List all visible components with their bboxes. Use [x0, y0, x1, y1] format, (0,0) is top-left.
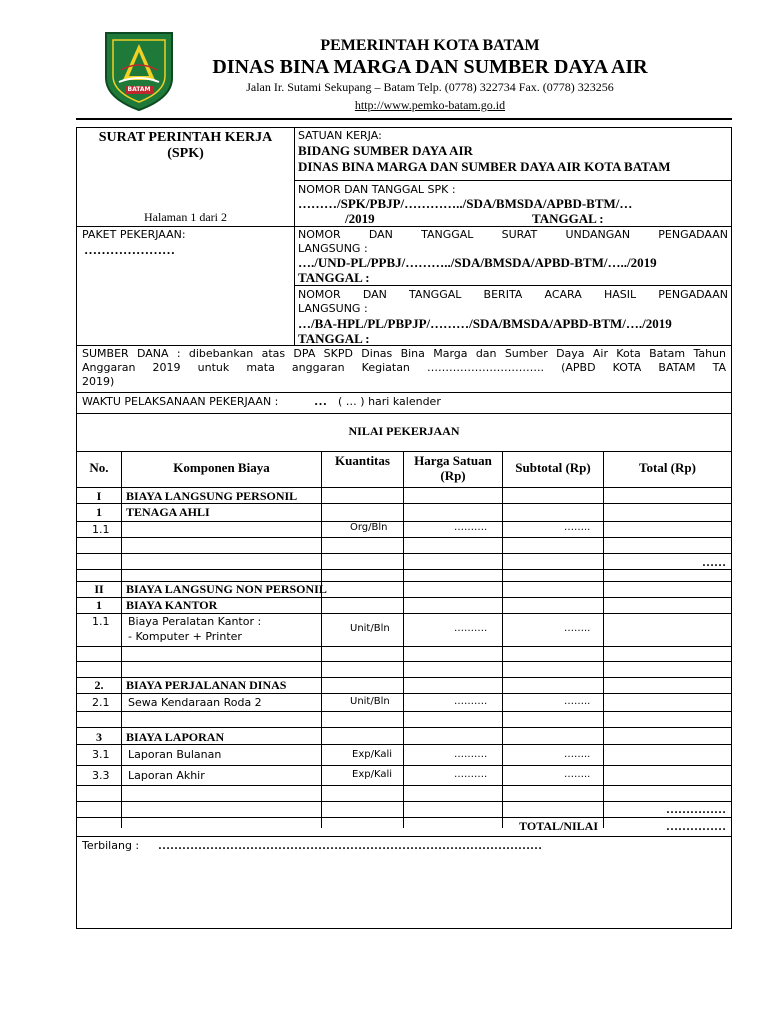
sub1-no: 1	[96, 505, 102, 519]
berita-label-1: NOMOR DAN TANGGAL BERITA ACARA HASIL PENGADAAN	[298, 288, 728, 301]
header-no: No.	[89, 460, 109, 475]
line	[76, 392, 732, 393]
r33-no: 3.3	[92, 769, 110, 782]
r22-subtotal: ……..	[564, 696, 591, 707]
col-line	[121, 451, 122, 828]
header-harga-1: Harga Satuan	[414, 453, 492, 468]
header-address: Jalan Ir. Sutami Sekupang – Batam Telp. (0778) 322734 Fax. (0778) 323256	[246, 80, 614, 94]
top-divider	[294, 127, 295, 345]
row-line	[76, 836, 732, 837]
r11-subtotal: ……..	[564, 522, 591, 533]
row-line	[76, 537, 732, 538]
total-value: ……………	[666, 819, 726, 833]
row-line	[76, 613, 732, 614]
sumber-dana-line2: Anggaran 2019 untuk mata anggaran Kegiatan ………………………….. (APBD KOTA BATAM TA	[82, 361, 726, 374]
row-line	[76, 765, 732, 766]
row-line	[76, 785, 732, 786]
line	[76, 413, 732, 414]
satuan-line1: BIDANG SUMBER DAYA AIR	[298, 143, 473, 158]
row-line	[76, 487, 732, 488]
berita-tanggal: TANGGAL :	[298, 331, 370, 346]
sub23-no: 3	[96, 730, 102, 744]
sec1-title: BIAYA LANGSUNG PERSONIL	[126, 489, 298, 503]
border-bottom	[76, 928, 732, 929]
r31-subtotal: ……..	[564, 749, 591, 760]
sub1-title: TENAGA AHLI	[126, 505, 210, 519]
sec2-total: ……………	[666, 802, 726, 816]
header-government: PEMERINTAH KOTA BATAM	[320, 37, 540, 54]
undangan-value: …./UND-PL/PPBJ/………../SDA/BMSDA/APBD-BTM/…../2019	[298, 255, 657, 270]
line	[76, 226, 732, 227]
col-line	[603, 451, 604, 828]
row-line	[76, 521, 732, 522]
border-left	[76, 127, 77, 929]
r11-harga: ……….	[454, 522, 488, 533]
r33-subtotal: ……..	[564, 769, 591, 780]
spk-title: SURAT PERINTAH KERJA	[98, 130, 273, 145]
row-line	[76, 711, 732, 712]
r21-harga: ……….	[454, 623, 488, 634]
border-right	[731, 127, 732, 929]
col-line	[403, 451, 404, 828]
sumber-dana-line1: SUMBER DANA : dibebankan atas DPA SKPD Dinas Bina Marga dan Sumber Daya Air Kota Batam Tahun	[82, 347, 726, 360]
terbilang-label: Terbilang :	[82, 839, 140, 852]
col-line	[321, 451, 322, 828]
sec1-total: ……	[702, 555, 726, 569]
paket-label: PAKET PEKERJAAN:	[82, 228, 186, 241]
batam-city-logo	[103, 30, 175, 112]
berita-label-2: LANGSUNG :	[298, 302, 368, 315]
sec2-no: II	[94, 582, 104, 596]
logo-text: BATAM	[127, 86, 151, 93]
header-url[interactable]: http://www.pemko-batam.go.id	[354, 98, 506, 112]
r31-item: Laporan Bulanan	[128, 748, 222, 761]
row-line	[76, 817, 732, 818]
letterhead-rule	[76, 118, 732, 120]
r31-harga: ……….	[454, 749, 488, 760]
sec1-no: I	[96, 489, 102, 503]
line	[294, 180, 732, 181]
terbilang-value: ……………………………………………………………………………………	[158, 838, 542, 852]
row-line	[76, 646, 732, 647]
nilai-pekerjaan-title: NILAI PEKERJAAN	[348, 424, 460, 438]
r22-no: 2.1	[92, 696, 110, 709]
undangan-label-2: LANGSUNG :	[298, 242, 368, 255]
satuan-line2: DINAS BINA MARGA DAN SUMBER DAYA AIR KOTA BATAM	[298, 159, 671, 174]
header-harga-2: (Rp)	[440, 468, 466, 483]
header-subtotal: Subtotal (Rp)	[515, 460, 591, 475]
sumber-dana-line3: 2019)	[82, 375, 115, 388]
row-line	[76, 553, 732, 554]
r11-unit: Org/Bln	[350, 522, 388, 533]
r33-unit: Exp/Kali	[352, 769, 393, 780]
nomor-year: /2019	[345, 211, 375, 226]
border-top	[76, 127, 732, 128]
waktu-label: WAKTU PELAKSANAAN PEKERJAAN :	[82, 395, 279, 408]
r21-subtotal: ……..	[564, 623, 591, 634]
r22-item: Sewa Kendaraan Roda 2	[128, 696, 262, 709]
r33-harga: ……….	[454, 769, 488, 780]
nomor-label: NOMOR DAN TANGGAL SPK :	[298, 183, 456, 196]
line	[76, 451, 732, 452]
r31-unit: Exp/Kali	[352, 749, 393, 760]
sub22-no: 2.	[94, 678, 104, 692]
spk-subtitle: (SPK)	[167, 146, 204, 161]
nomor-tanggal: TANGGAL :	[532, 211, 604, 226]
r21-no: 1.1	[92, 615, 110, 628]
undangan-tanggal: TANGGAL :	[298, 270, 370, 285]
r33-item: Laporan Akhir	[128, 769, 205, 782]
undangan-label-1: NOMOR DAN TANGGAL SURAT UNDANGAN PENGADAAN	[298, 228, 728, 241]
berita-value: …/BA-HPL/PL/PBPJP/………/SDA/BMSDA/APBD-BTM/…./2019	[298, 316, 672, 331]
line	[76, 345, 732, 346]
row-line	[76, 727, 732, 728]
col-line	[502, 451, 503, 828]
sec2-title: BIAYA LANGSUNG NON PERSONIL	[126, 582, 327, 596]
row-line	[76, 693, 732, 694]
r22-unit: Unit/Bln	[350, 696, 390, 707]
r21-item-2: - Komputer + Printer	[128, 630, 242, 643]
page-indicator: Halaman 1 dari 2	[144, 210, 227, 224]
r22-harga: ……….	[454, 696, 488, 707]
header-kuantitas: Kuantitas	[335, 453, 390, 468]
sub22-title: BIAYA PERJALANAN DINAS	[126, 678, 287, 692]
nomor-value: ………/SPK/PBJP/…………../SDA/BMSDA/APBD-BTM/…	[298, 196, 633, 211]
total-label: TOTAL/NILAI	[519, 819, 598, 833]
r21-item-1: Biaya Peralatan Kantor :	[128, 615, 262, 628]
r21-unit: Unit/Bln	[350, 623, 390, 634]
header-komponen: Komponen Biaya	[173, 460, 270, 475]
waktu-days: ( … ) hari kalender	[338, 395, 441, 408]
paket-value: …………………	[84, 242, 175, 257]
sub23-title: BIAYA LAPORAN	[126, 730, 225, 744]
row-line	[76, 661, 732, 662]
sub21-title: BIAYA KANTOR	[126, 598, 218, 612]
sub21-no: 1	[96, 598, 102, 612]
r31-no: 3.1	[92, 748, 110, 761]
satuan-label: SATUAN KERJA:	[298, 129, 382, 142]
header-agency: DINAS BINA MARGA DAN SUMBER DAYA AIR	[212, 56, 648, 78]
header-total: Total (Rp)	[639, 460, 696, 475]
r11-no: 1.1	[92, 523, 110, 536]
waktu-dots: …	[314, 393, 327, 408]
